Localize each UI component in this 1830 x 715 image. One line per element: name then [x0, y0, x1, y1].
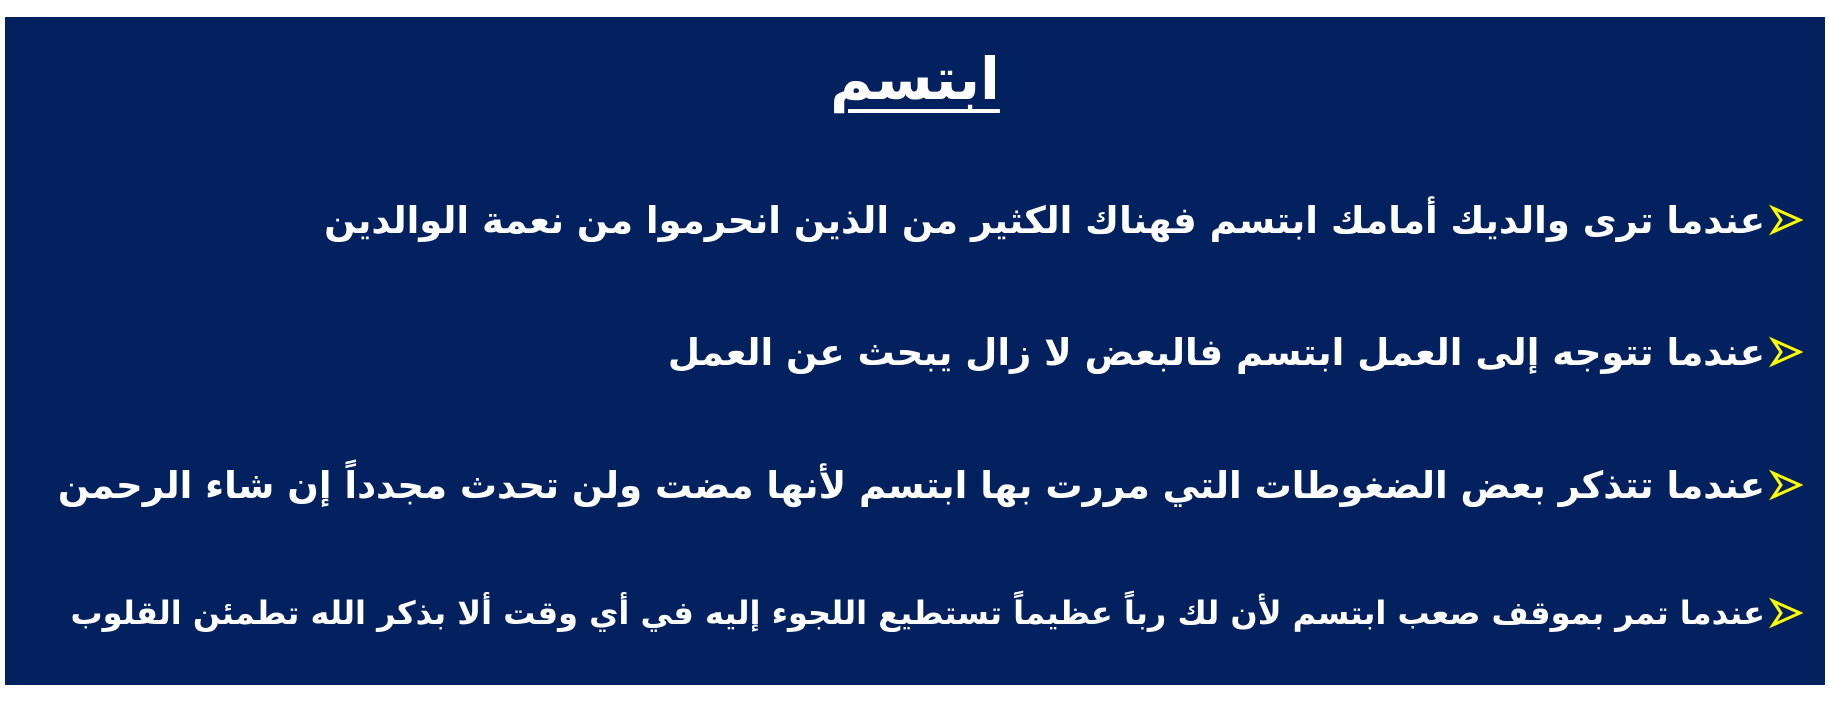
arrow-bullet-icon [1769, 468, 1803, 502]
list-item [25, 578, 1803, 648]
list-item [25, 185, 1803, 255]
arrow-bullet-icon [1769, 596, 1803, 630]
list-item [25, 450, 1803, 520]
slide [5, 17, 1825, 685]
arrow-bullet-icon [1769, 203, 1803, 237]
bullet-text: عندما ترى والديك أمامك ابتسم فهناك الكثير من الذين انحرموا من نعمة الوالدين [324, 198, 1765, 242]
slide-title: ابتسم [830, 45, 1000, 113]
arrow-bullet-icon [1769, 335, 1803, 369]
bullet-text: عندما تتوجه إلى العمل ابتسم فالبعض لا زال يبحث عن العمل [667, 330, 1765, 374]
list-item [25, 317, 1803, 387]
bullet-text: عندما تتذكر بعض الضغوطات التي مررت بها ابتسم لأنها مضت ولن تحدث مجدداً إن شاء الرحمن [57, 463, 1765, 507]
bullet-text: عندما تمر بموقف صعب ابتسم لأن لك رباً عظيماً تستطيع اللجوء إليه في أي وقت ألا بذكر الله تطمئن القلوب [70, 594, 1765, 632]
